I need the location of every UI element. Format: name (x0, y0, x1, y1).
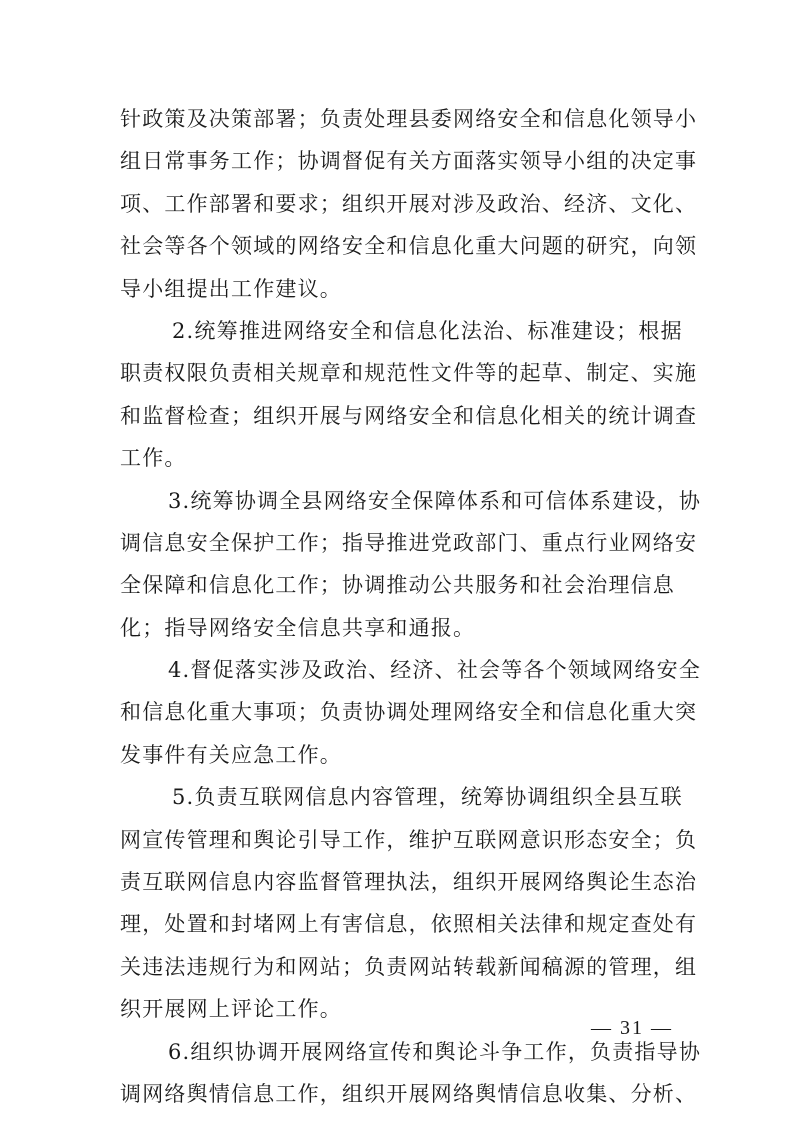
text-line: 针政策及决策部署；负责处理县委网络安全和信息化领导小 (120, 107, 698, 131)
text-line: 工作。 (120, 446, 187, 471)
text-line: 发事件有关应急工作。 (120, 742, 342, 767)
paragraph-4-start: 4.督促落实涉及政治、经济、社会等各个领域网络安全 (168, 658, 702, 683)
text-line: 责互联网信息内容监督管理执法，组织开展网络舆论生态治 (120, 870, 698, 895)
text-line: 组日常事务工作；协调督促有关方面落实领导小组的决定事 (120, 149, 698, 174)
paragraph-5-start: 5.负责互联网信息内容管理，统筹协调组织全县互联 (172, 785, 683, 810)
page-number: — 31 — (591, 1017, 673, 1039)
text-line: 职责权限负责相关规章和规范性文件等的起草、制定、实施 (120, 361, 698, 386)
text-line: 理，处置和封堵网上有害信息，依照相关法律和规定查处有 (120, 912, 698, 937)
text-line: 关违法违规行为和网站；负责网站转载新闻稿源的管理，组 (120, 954, 698, 979)
paragraph-6-start: 6.组织协调开展网络宣传和舆论斗争工作，负责指导协 (168, 1039, 702, 1064)
body-text (120, 98, 702, 1115)
text-line: 导小组提出工作建议。 (120, 276, 342, 301)
text-line: 和信息化重大事项；负责协调处理网络安全和信息化重大突 (120, 700, 698, 725)
text-line: 调信息安全保护工作；指导推进党政部门、重点行业网络安 (120, 530, 698, 555)
text-line: 化；指导网络安全信息共享和通报。 (120, 615, 476, 640)
paragraph-3-start: 3.统筹协调全县网络安全保障体系和可信体系建设，协 (168, 488, 702, 513)
text-line: 和监督检查；组织开展与网络安全和信息化相关的统计调查 (120, 403, 698, 428)
text-line: 织开展网上评论工作。 (120, 997, 342, 1022)
text-line: 社会等各个领域的网络安全和信息化重大问题的研究，向领 (120, 234, 698, 259)
text-line: 调网络舆情信息工作，组织开展网络舆情信息收集、分析、 (120, 1081, 698, 1106)
text-line: 项、工作部署和要求；组织开展对涉及政治、经济、文化、 (120, 191, 698, 216)
paragraph-2-start: 2.统筹推进网络安全和信息化法治、标准建设；根据 (172, 318, 683, 343)
text-line: 网宣传管理和舆论引导工作，维护互联网意识形态安全；负 (120, 827, 698, 852)
text-line: 全保障和信息化工作；协调推动公共服务和社会治理信息 (120, 573, 675, 598)
